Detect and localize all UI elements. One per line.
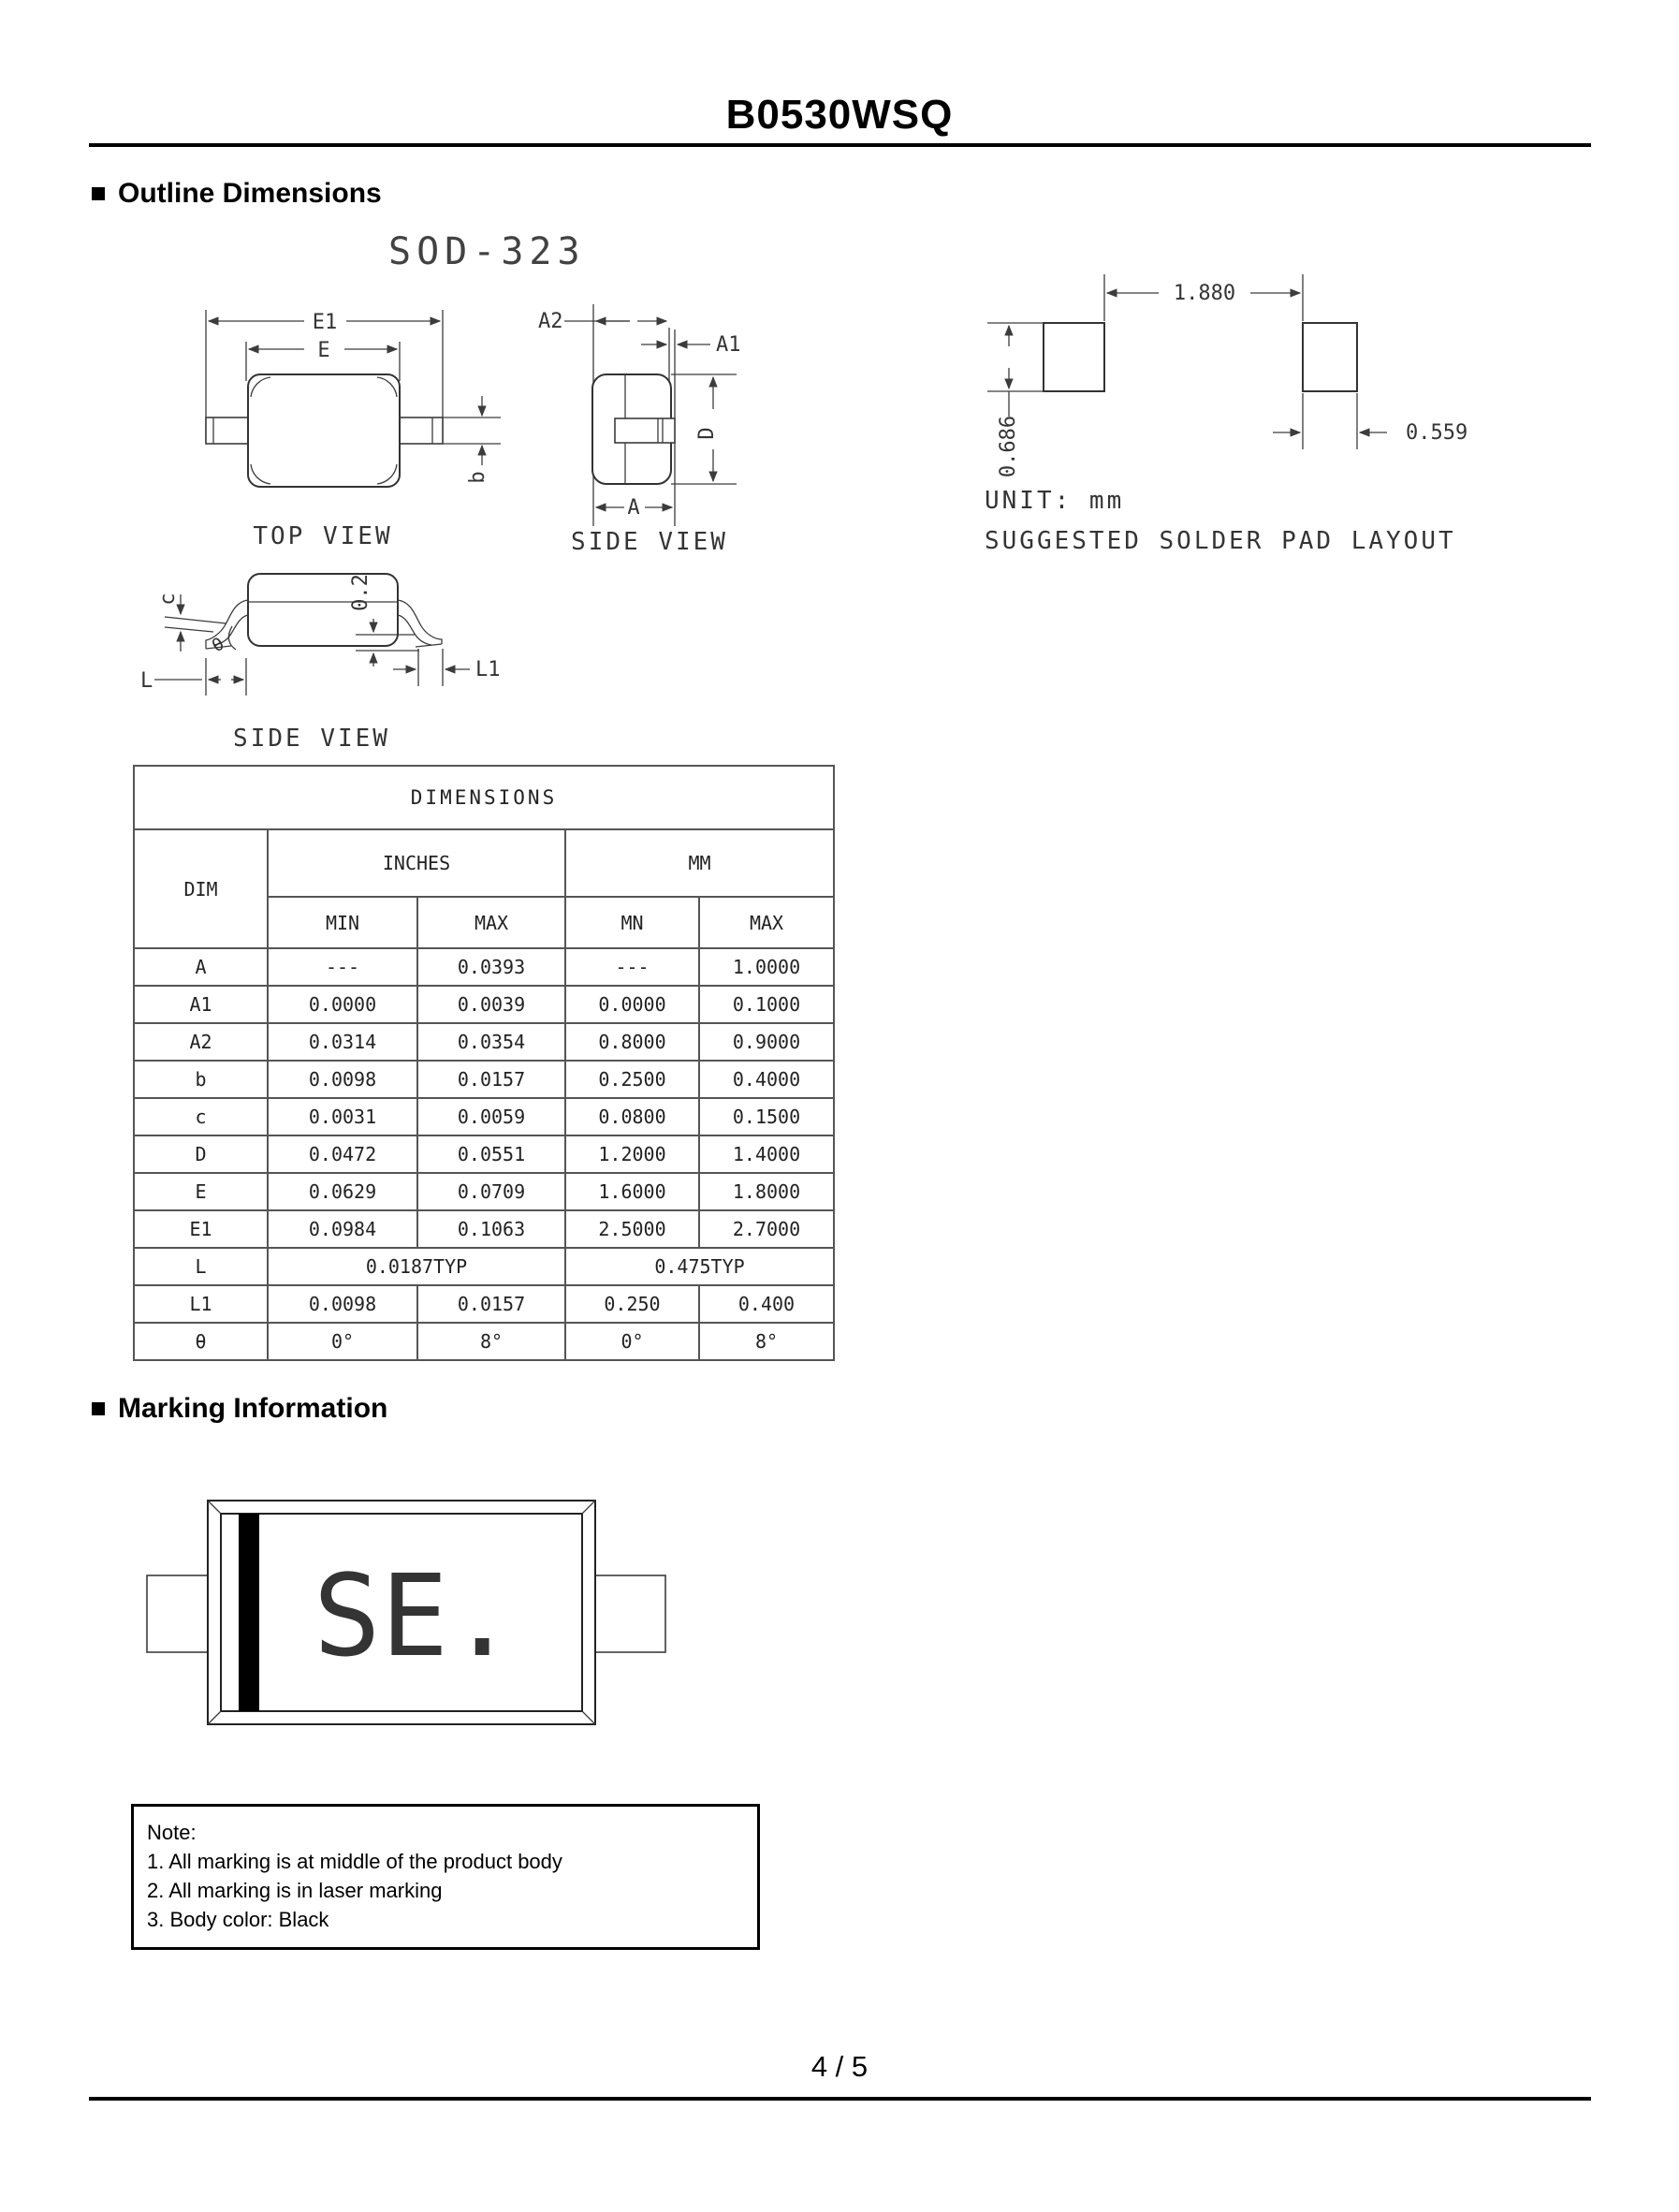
table-row: E 0.0629 0.0709 1.6000 1.8000 (134, 1173, 834, 1210)
marking-heading-label: Marking Information (118, 1393, 388, 1424)
square-bullet-icon (92, 1402, 105, 1415)
unit-label: UNIT: mm (985, 487, 1125, 515)
dim-label-e1: E1 (312, 311, 338, 334)
top-view-drawing (112, 304, 515, 557)
page-title: B0530WSQ (725, 92, 954, 138)
end-view-lead (615, 418, 675, 443)
dim-label-d: D (695, 427, 719, 440)
table-row: A --- 0.0393 --- 1.0000 (134, 948, 834, 986)
marking-code: SE. (313, 1552, 517, 1682)
standoff-label: 0.2 (349, 574, 372, 611)
col-header-inches: INCHES (268, 829, 565, 897)
end-view-caption: SIDE VIEW (571, 528, 728, 556)
outline-section-heading (92, 178, 382, 210)
dim-label-l1: L1 (475, 658, 501, 681)
col-header-mm: MM (565, 829, 834, 897)
outline-heading-label: Outline Dimensions (118, 178, 382, 209)
col-header-dim: DIM (134, 829, 268, 948)
dim-label-a: A (627, 496, 640, 520)
dim-label-l: L (140, 669, 153, 693)
end-view-drawing (519, 304, 753, 557)
dim-label-theta: θ (208, 633, 228, 657)
table-row: b 0.0098 0.0157 0.2500 0.4000 (134, 1061, 834, 1098)
solder-pad-layout-drawing (973, 267, 1497, 566)
col-header-in-max: MAX (417, 897, 565, 948)
profile-view-drawing (103, 557, 533, 758)
dim-label-a1: A1 (716, 333, 741, 357)
pad-layout-title: SUGGESTED SOLDER PAD LAYOUT (985, 527, 1456, 555)
top-view-body (248, 374, 400, 487)
table-title: DIMENSIONS (134, 766, 834, 829)
dim-label-c: c (156, 593, 180, 606)
marking-section-heading (92, 1393, 387, 1425)
note-title: Note: (147, 1821, 197, 1844)
top-view-caption: TOP VIEW (253, 522, 393, 550)
table-row: θ 0° 8° 0° 8° (134, 1323, 834, 1360)
package-name: SOD-323 (388, 230, 586, 273)
cathode-band (239, 1514, 259, 1711)
col-header-in-min: MIN (268, 897, 417, 948)
table-row: L 0.0187TYP 0.475TYP (134, 1248, 834, 1285)
col-header-mm-mn: MN (565, 897, 699, 948)
table-row: c 0.0031 0.0059 0.0800 0.1500 (134, 1098, 834, 1135)
dim-label-e: E (317, 339, 330, 362)
pad-pitch-label: 1.880 (1173, 282, 1236, 305)
table-row: L1 0.0098 0.0157 0.250 0.400 (134, 1285, 834, 1323)
left-pad (1044, 323, 1104, 391)
dim-label-b: b (466, 471, 489, 484)
right-pad (1303, 323, 1357, 391)
note-item: 1. All marking is at middle of the product body (147, 1850, 562, 1873)
square-bullet-icon (92, 187, 105, 200)
note-item: 2. All marking is in laser marking (147, 1879, 443, 1902)
table-row: E1 0.0984 0.1063 2.5000 2.7000 (134, 1210, 834, 1248)
dimensions-table (133, 765, 835, 1361)
col-header-mm-max: MAX (699, 897, 834, 948)
note-box (131, 1804, 760, 1950)
top-view-left-lead (206, 417, 248, 444)
table-row: A2 0.0314 0.0354 0.8000 0.9000 (134, 1023, 834, 1061)
top-view-right-lead (400, 417, 443, 444)
note-item: 3. Body color: Black (147, 1908, 329, 1931)
footer-rule (89, 2097, 1591, 2101)
dim-label-a2: A2 (538, 310, 563, 333)
profile-view-caption: SIDE VIEW (233, 725, 390, 753)
marking-drawing (131, 1493, 674, 1741)
table-row: D 0.0472 0.0551 1.2000 1.4000 (134, 1135, 834, 1173)
pad-height-label: 0.686 (997, 415, 1020, 478)
header-rule (89, 143, 1591, 147)
table-row: A1 0.0000 0.0039 0.0000 0.1000 (134, 986, 834, 1023)
page-number: 4 / 5 (810, 2050, 869, 2083)
pad-width-label: 0.559 (1406, 421, 1468, 445)
marking-left-lead (147, 1575, 208, 1652)
marking-right-lead (595, 1575, 665, 1652)
